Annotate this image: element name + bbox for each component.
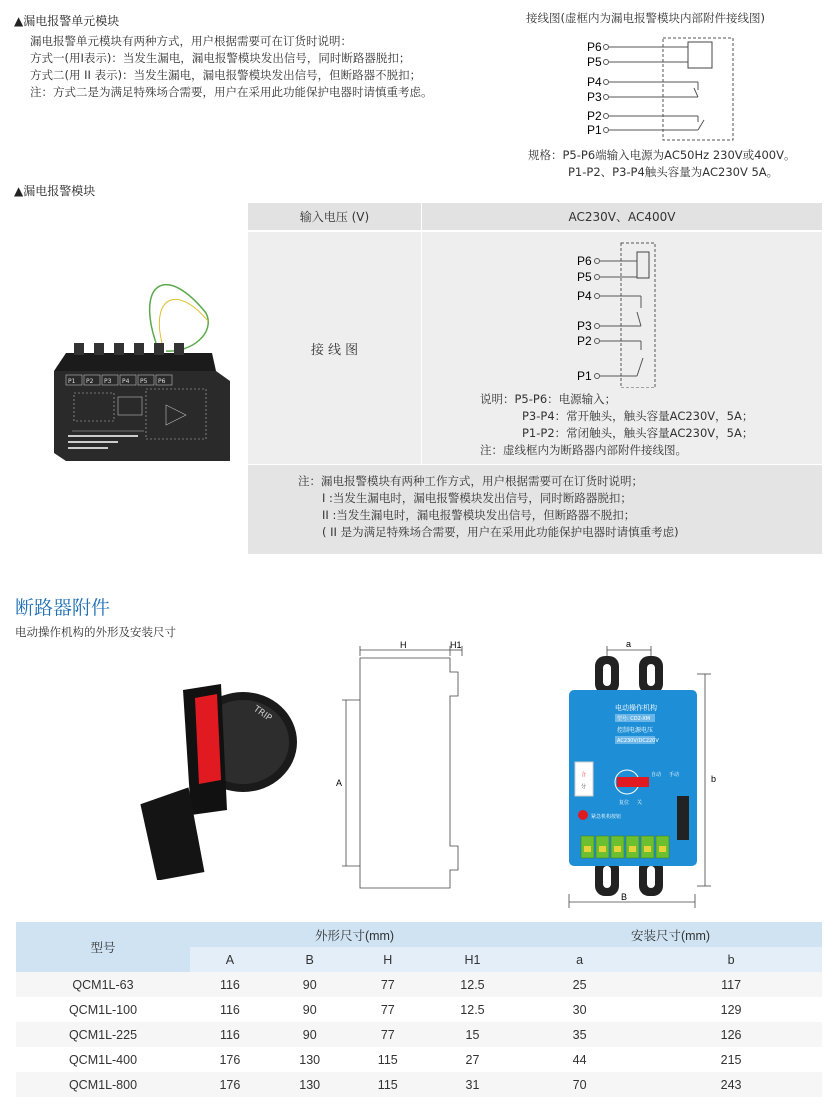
desc-line: 漏电报警单元模块有两种方式，用户根据需要可在订货时说明：: [30, 34, 352, 48]
cell: 116: [190, 1022, 270, 1047]
subheader: a: [519, 947, 640, 972]
cell: 115: [350, 1047, 426, 1072]
pin-label: P2: [577, 334, 592, 348]
cell: 70: [519, 1072, 640, 1097]
coil-rect: [688, 42, 712, 68]
wiring-spec-1: 规格：P5-P6端输入电源为AC50Hz 230V或400V。: [528, 148, 796, 162]
cell: 176: [190, 1072, 270, 1097]
dimension-spec-table: [16, 922, 822, 1097]
pin-label: P4: [587, 75, 602, 89]
device-reset-label: 复位: [619, 800, 630, 806]
cell: 126: [640, 1022, 822, 1047]
pin-label: P1: [587, 123, 602, 137]
leakage-unit-description: [30, 33, 433, 101]
cell: 176: [190, 1047, 270, 1072]
module-pin-label: P5: [140, 378, 148, 385]
wiring-diagram-cell: [422, 232, 822, 464]
cell: 30: [519, 997, 640, 1022]
footer-line: 注：漏电报警模块有两种工作方式，用户根据需要可在订货时说明；: [298, 474, 643, 488]
subheader: A: [190, 947, 270, 972]
cell: 27: [426, 1047, 519, 1072]
module-pin-label: P3: [104, 378, 112, 385]
cell: 12.5: [426, 972, 519, 997]
device-lock-label: 关: [637, 800, 643, 806]
section-subtitle: 电动操作机构的外形及安装尺寸: [15, 625, 176, 639]
wiring-spec-2: P1-P2、P3-P4触头容量为AC230V 5A。: [568, 165, 779, 179]
pin-label: P6: [577, 254, 592, 268]
cell: 25: [519, 972, 640, 997]
cell: 90: [270, 1022, 350, 1047]
module-footer-note: [248, 465, 822, 554]
subheader: H1: [426, 947, 519, 972]
wiring-diagram-top: [570, 30, 750, 142]
device-auto-label: 自动: [651, 772, 662, 778]
dim-label-B: B: [621, 892, 628, 902]
dim-label-b: b: [711, 774, 717, 784]
subheader: b: [640, 947, 822, 972]
input-voltage-value: AC230V、AC400V: [422, 203, 822, 231]
pin-label: P3: [587, 90, 602, 104]
device-manual-label: 手动: [669, 772, 680, 778]
desc-line: 注：方式二是为满足特殊场合需要，用户在采用此功能保护电器时请慎重考虑。: [30, 85, 433, 99]
cell: 77: [350, 972, 426, 997]
pin-label: P5: [587, 55, 602, 69]
dim-label-a: a: [626, 639, 632, 649]
device-close-label: 合: [581, 772, 587, 778]
rotary-handle-image: [125, 680, 300, 880]
module-pin-label: P2: [86, 378, 94, 385]
device-voltage-value: AC230V/DC220V: [617, 738, 659, 744]
section-heading-leakage-unit: ▲漏电报警单元模块: [14, 14, 120, 28]
cell: 77: [350, 1022, 426, 1047]
cell: 35: [519, 1022, 640, 1047]
cell: QCM1L-800: [16, 1072, 190, 1097]
cell: QCM1L-225: [16, 1022, 190, 1047]
desc-line: 方式一(用I表示)：当发生漏电，漏电报警模块发出信号，同时断路器脱扣；: [30, 51, 411, 65]
emergency-button: [578, 810, 588, 820]
pin-label: P6: [587, 40, 602, 54]
table-row: [16, 972, 822, 997]
footer-line: ( II 是为满足特殊场合需要，用户在采用此功能保护电器时请慎重考虑): [322, 525, 679, 539]
device-emergency-label: 紧急机构按钮: [591, 814, 622, 820]
wiring-diagram-label: 接 线 图: [248, 232, 422, 464]
module-pin-label: P1: [68, 378, 76, 385]
device-voltage-label: 控制电源电压: [617, 727, 654, 734]
leakage-module-table: [16, 203, 822, 554]
cell: 215: [640, 1047, 822, 1072]
cell: 44: [519, 1047, 640, 1072]
module-note: 注：虚线框内为断路器内部附件接线图。: [480, 443, 687, 457]
module-pin-label: P6: [158, 378, 166, 385]
col-header-model: 型号: [16, 922, 190, 972]
table-row: [16, 1022, 822, 1047]
device-model: 型号: CD2-XM: [617, 716, 651, 722]
table-row: [16, 1072, 822, 1097]
table-row: [16, 997, 822, 1022]
cell: 116: [190, 972, 270, 997]
cell: QCM1L-400: [16, 1047, 190, 1072]
cell: 129: [640, 997, 822, 1022]
dim-label-A: A: [336, 778, 343, 788]
module-photo: [16, 203, 248, 471]
cell: 116: [190, 997, 270, 1022]
module-image-cell: [16, 203, 248, 471]
module-pin-label: P4: [122, 378, 130, 385]
module-note: P1-P2：常闭触头，触头容量AC230V，5A；: [522, 426, 754, 440]
device-open-label: 分: [581, 784, 587, 790]
cell: 90: [270, 972, 350, 997]
device-red-lever: [617, 777, 649, 787]
cell: 90: [270, 997, 350, 1022]
desc-line: 方式二(用 II 表示)：当发生漏电，漏电报警模块发出信号，但断路器不脱扣；: [30, 68, 422, 82]
module-note: 说明：P5-P6：电源输入；: [480, 392, 617, 406]
pin-label: P4: [577, 289, 592, 303]
section-heading-leakage-module: ▲漏电报警模块: [14, 184, 96, 198]
handle-trip-text: TRIP: [251, 704, 274, 724]
pin-label: P2: [587, 109, 602, 123]
cell: 15: [426, 1022, 519, 1047]
cell: 115: [350, 1072, 426, 1097]
footer-line: II :当发生漏电时，漏电报警模块发出信号，但断路器不脱扣；: [322, 508, 636, 522]
pin-label: P1: [577, 369, 592, 383]
col-header-install: 安装尺寸(mm): [519, 922, 822, 947]
dim-label-H1: H1: [450, 640, 462, 650]
section-title-accessories: 断路器附件: [15, 597, 111, 619]
cell: 31: [426, 1072, 519, 1097]
motor-operator-drawing: [555, 636, 725, 914]
cell: 77: [350, 997, 426, 1022]
cell: QCM1L-63: [16, 972, 190, 997]
cell: 130: [270, 1047, 350, 1072]
col-header-outline: 外形尺寸(mm): [190, 922, 519, 947]
cell: 12.5: [426, 997, 519, 1022]
pin-label: P3: [577, 319, 592, 333]
cell: 117: [640, 972, 822, 997]
cell: 130: [270, 1072, 350, 1097]
wiring-diagram-module: [557, 240, 677, 388]
dim-label-H: H: [400, 640, 407, 650]
wiring-caption: 接线图(虚框内为漏电报警模块内部附件接线图): [526, 11, 765, 25]
side-dimension-drawing: [332, 638, 482, 908]
cell: 243: [640, 1072, 822, 1097]
subheader: B: [270, 947, 350, 972]
input-voltage-label: 输入电压 (V): [248, 203, 422, 231]
device-title: 电动操作机构: [615, 704, 657, 712]
table-row: [16, 1047, 822, 1072]
pin-label: P5: [577, 270, 592, 284]
footer-line: I :当发生漏电时，漏电报警模块发出信号，同时断路器脱扣；: [322, 491, 632, 505]
subheader: H: [350, 947, 426, 972]
module-note: P3-P4：常开触头，触头容量AC230V，5A；: [522, 409, 754, 423]
cell: QCM1L-100: [16, 997, 190, 1022]
